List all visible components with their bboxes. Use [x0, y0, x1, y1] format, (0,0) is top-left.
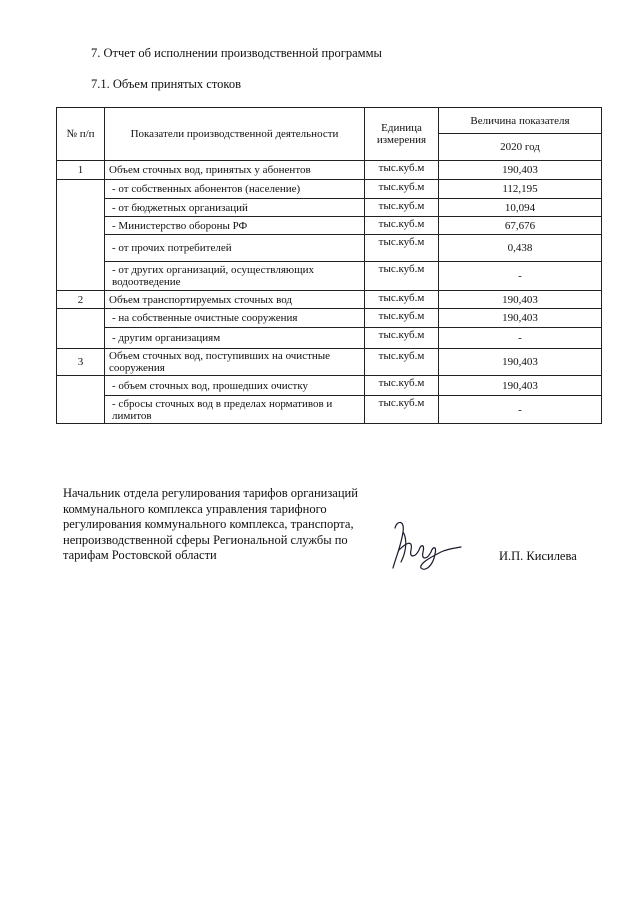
- row-unit: тыс.куб.м: [365, 180, 439, 199]
- row-num: 3: [57, 349, 105, 376]
- row-value: 190,403: [439, 161, 602, 180]
- row-indicator: - сбросы сточных вод в пределах нормативов и лимитов: [105, 396, 365, 424]
- header-num: № п/п: [57, 108, 105, 161]
- position-line: регулирования коммунального комплекса, транспорта,: [63, 517, 354, 531]
- row-indicator: - от собственных абонентов (население): [105, 180, 365, 199]
- row-unit: тыс.куб.м: [365, 161, 439, 180]
- position-line: коммунального комплекса управления тарифного: [63, 501, 327, 516]
- table-row: [57, 217, 602, 235]
- row-value: -: [439, 262, 602, 291]
- table-row: [57, 291, 602, 309]
- row-unit: тыс.куб.м: [365, 376, 439, 396]
- row-unit: тыс.куб.м: [365, 328, 439, 349]
- row-value: 190,403: [439, 376, 602, 396]
- signatory-position: [63, 486, 383, 564]
- row-unit: тыс.куб.м: [365, 262, 439, 291]
- wastewater-volume-table: [56, 107, 602, 424]
- row-value: -: [439, 396, 602, 424]
- row-value: 190,403: [439, 291, 602, 309]
- table-row: [57, 161, 602, 180]
- header-unit: Единица измерения: [365, 108, 439, 161]
- position-line: непроизводственной сферы Региональной службы по: [63, 532, 348, 547]
- row-indicator: - от прочих потребителей: [105, 235, 365, 262]
- position-line: Начальник отдела регулирования тарифов организаций: [63, 486, 358, 500]
- row-indicator: Объем сточных вод, принятых у абонентов: [105, 161, 365, 180]
- row-num: [57, 180, 105, 291]
- row-num: 1: [57, 161, 105, 180]
- row-unit: тыс.куб.м: [365, 235, 439, 262]
- row-indicator: - Министерство обороны РФ: [105, 217, 365, 235]
- row-unit: тыс.куб.м: [365, 291, 439, 309]
- subsection-heading: 7.1. Объем принятых стоков: [91, 77, 241, 91]
- row-value: 190,403: [439, 349, 602, 376]
- row-indicator: - от других организаций, осуществляющих водоотведение: [105, 262, 365, 291]
- row-indicator: - другим организациям: [105, 328, 365, 349]
- section-heading: 7. Отчет об исполнении производственной программы: [91, 46, 382, 60]
- row-indicator: - от бюджетных организаций: [105, 199, 365, 217]
- table-row: [57, 349, 602, 376]
- row-value: 112,195: [439, 180, 602, 199]
- row-num: [57, 376, 105, 424]
- table-row: [57, 328, 602, 349]
- row-value: 190,403: [439, 309, 602, 328]
- signer-name: И.П. Кисилева: [499, 549, 577, 563]
- header-indicator: Показатели производственной деятельности: [105, 108, 365, 161]
- row-indicator: Объем сточных вод, поступивших на очистные сооружения: [105, 349, 365, 376]
- row-value: -: [439, 328, 602, 349]
- row-num: 2: [57, 291, 105, 309]
- position-line: тарифам Ростовской области: [63, 548, 217, 562]
- row-unit: тыс.куб.м: [365, 396, 439, 424]
- handwritten-signature: [385, 516, 465, 576]
- row-indicator: - объем сточных вод, прошедших очистку: [105, 376, 365, 396]
- row-unit: тыс.куб.м: [365, 217, 439, 235]
- row-num: [57, 309, 105, 349]
- header-year: 2020 год: [439, 134, 602, 161]
- row-unit: тыс.куб.м: [365, 309, 439, 328]
- table-row: [57, 396, 602, 424]
- table-row: [57, 199, 602, 217]
- table-row: [57, 180, 602, 199]
- row-value: 67,676: [439, 217, 602, 235]
- header-value-group: Величина показателя: [439, 108, 602, 134]
- row-unit: тыс.куб.м: [365, 199, 439, 217]
- table-row: [57, 235, 602, 262]
- row-value: 10,094: [439, 199, 602, 217]
- table-row: [57, 309, 602, 328]
- row-indicator: Объем транспортируемых сточных вод: [105, 291, 365, 309]
- table-row: [57, 376, 602, 396]
- row-value: 0,438: [439, 235, 602, 262]
- row-indicator: - на собственные очистные сооружения: [105, 309, 365, 328]
- table-row: [57, 262, 602, 291]
- row-unit: тыс.куб.м: [365, 349, 439, 376]
